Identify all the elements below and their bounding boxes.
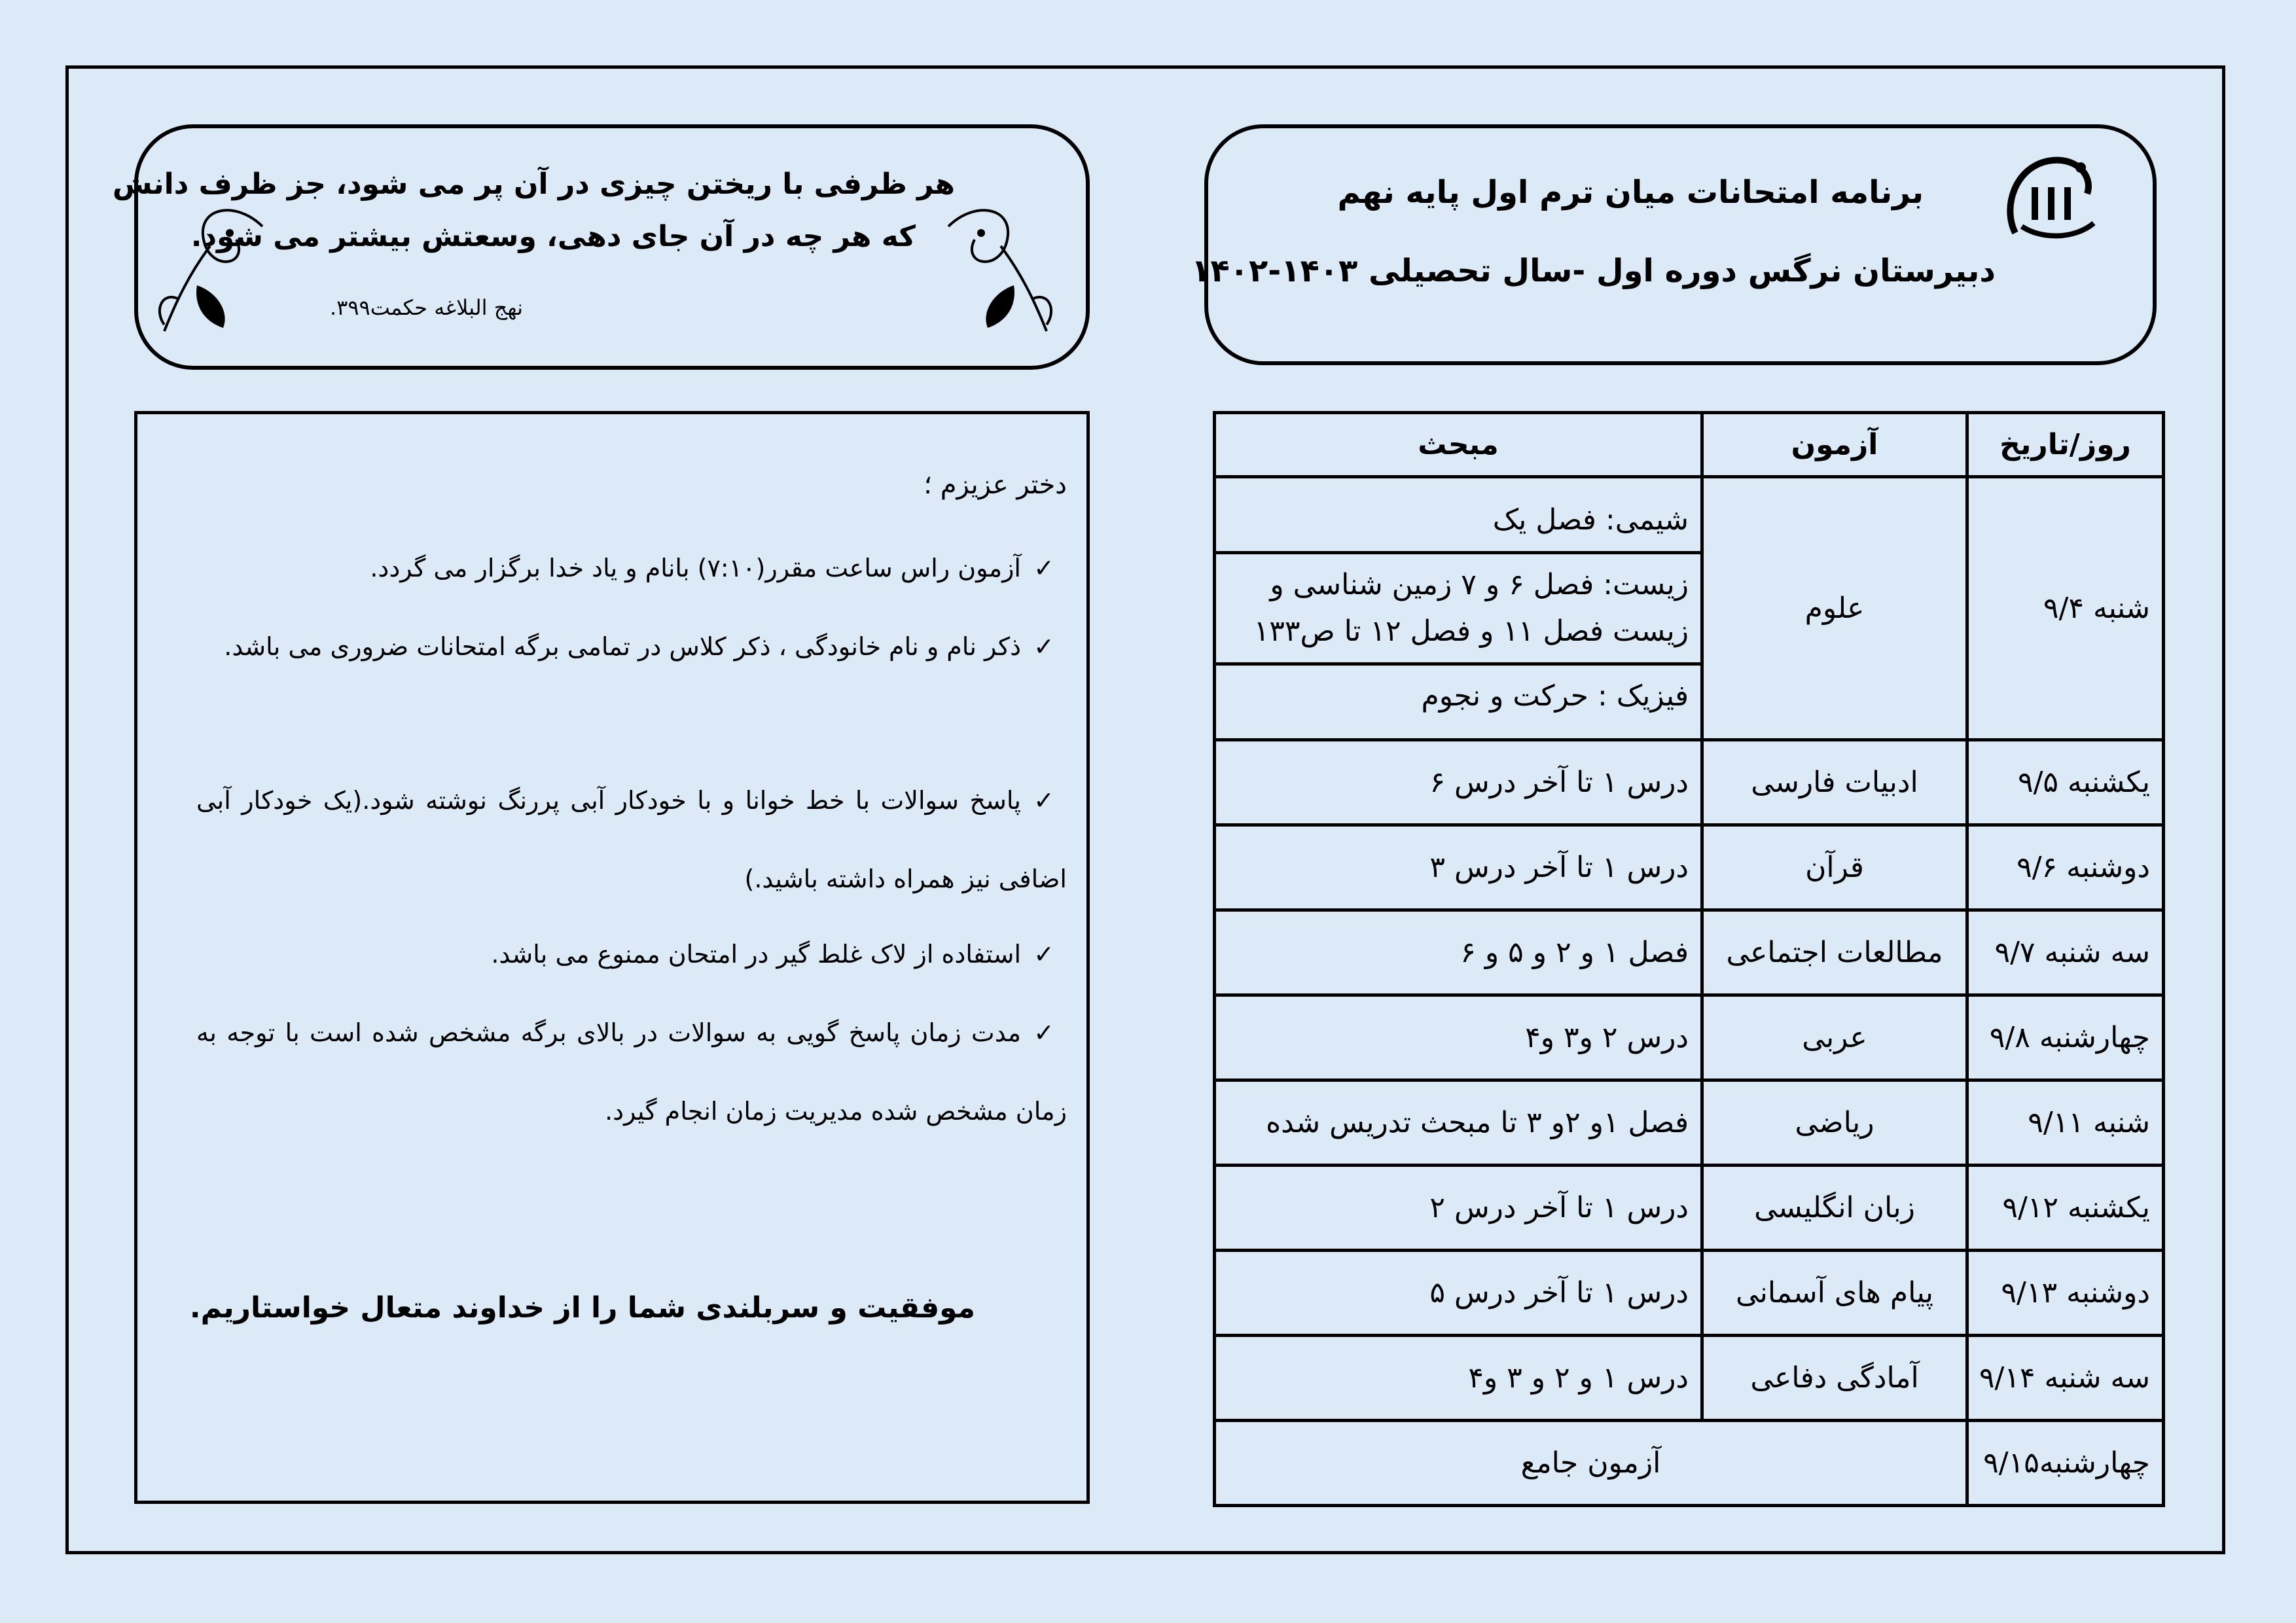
day-cell: دوشنبه ۹/۶	[1967, 825, 2164, 910]
day-cell: سه شنبه ۹/۱۴	[1967, 1336, 2164, 1421]
day-cell: سه شنبه ۹/۷	[1967, 910, 2164, 995]
instruction-item	[196, 993, 1067, 1150]
final-exam-cell: آزمون جامع	[1215, 1421, 1967, 1506]
instruction-item	[196, 607, 1067, 686]
exam-cell: ریاضی	[1702, 1080, 1967, 1166]
table-row	[1215, 740, 2164, 825]
instructions-box	[134, 411, 1090, 1504]
quote-box	[112, 124, 1090, 370]
quote-line-2: که هر چه در آن جای دهی، وسعتش بیشتر می شود.	[190, 220, 916, 253]
table-header-row	[1215, 413, 2164, 477]
day-cell: دوشنبه ۹/۱۳	[1967, 1251, 2164, 1336]
topic-cell: درس ۲ و۳ و۴	[1215, 995, 1702, 1080]
topic-cell: فصل ۱ و ۲ و ۵ و ۶	[1215, 910, 1702, 995]
checkmark-icon: ✓	[1033, 554, 1054, 582]
instruction-text: استفاده از لاک غلط گیر در امتحان ممنوع می باشد.	[491, 940, 1021, 969]
instruction-text: ذکر نام و نام خانودگی ، ذکر کلاس در تمامی برگه امتحانات ضروری می باشد.	[224, 632, 1021, 661]
exam-cell: عربی	[1702, 995, 1967, 1080]
table-row	[1215, 825, 2164, 910]
floral-ornament-icon	[151, 187, 276, 338]
day-cell: یکشنبه ۹/۵	[1967, 740, 2164, 825]
instruction-item	[196, 915, 1067, 993]
exam-cell: آمادگی دفاعی	[1702, 1336, 1967, 1421]
table-row-final	[1215, 1421, 2164, 1506]
checkmark-icon: ✓	[1033, 632, 1054, 661]
greeting: دختر عزیزم ؛	[924, 470, 1067, 500]
day-cell: چهارشنبه ۹/۸	[1967, 995, 2164, 1080]
title-box	[1191, 124, 2157, 365]
topic-cell: درس ۱ تا آخر درس ۵	[1215, 1251, 1702, 1336]
topic-cell: فصل ۱و ۲و ۳ تا مبحث تدریس شده	[1215, 1080, 1702, 1166]
instruction-item	[196, 529, 1067, 607]
day-cell: چهارشنبه۹/۱۵	[1967, 1421, 2164, 1506]
exam-cell: قرآن	[1702, 825, 1967, 910]
topic-cell: درس ۱ تا آخر درس ۳	[1215, 825, 1702, 910]
table-row	[1215, 477, 2164, 740]
exam-cell: مطالعات اجتماعی	[1702, 910, 1967, 995]
header-exam: آزمون	[1702, 413, 1967, 477]
table-row	[1215, 1336, 2164, 1421]
exam-title: برنامه امتحانات میان ترم اول پایه نهم	[1337, 174, 1924, 211]
floral-ornament-icon	[935, 187, 1060, 338]
day-cell: یکشنبه ۹/۱۲	[1967, 1166, 2164, 1251]
table-row	[1215, 1166, 2164, 1251]
checkmark-icon: ✓	[1033, 1018, 1054, 1047]
topic-cell: درس ۱ تا آخر درس ۲	[1215, 1166, 1702, 1251]
topic-cell: درس ۱ و ۲ و ۳ و۴	[1215, 1336, 1702, 1421]
topic-line: زیست: فصل ۶ و ۷ زمین شناسی و زیست فصل ۱۱ و فصل ۱۲ تا ص۱۳۳	[1216, 551, 1700, 662]
instruction-item	[196, 761, 1067, 918]
checkmark-icon: ✓	[1033, 940, 1054, 969]
exam-cell: زبان انگلیسی	[1702, 1166, 1967, 1251]
table-row	[1215, 1080, 2164, 1166]
exam-cell: ادبیات فارسی	[1702, 740, 1967, 825]
quote-line-1: هر ظرفی با ریختن چیزی در آن پر می شود، جز ظرف دانش	[112, 168, 955, 201]
school-logo-icon	[1996, 141, 2113, 253]
instruction-text: پاسخ سوالات با خط خوانا و با خودکار آبی پررنگ نوشته شود.(یک خودکار آبی اضافی نیز همراه داشته باشید.)	[196, 786, 1067, 893]
header-day: روز/تاریخ	[1967, 413, 2164, 477]
exam-cell: پیام های آسمانی	[1702, 1251, 1967, 1336]
instruction-text: آزمون راس ساعت مقرر(۷:۱۰) بانام و یاد خدا برگزار می گردد.	[370, 554, 1021, 582]
checkmark-icon: ✓	[1033, 786, 1054, 815]
topic-cell: درس ۱ تا آخر درس ۶	[1215, 740, 1702, 825]
topic-cell	[1215, 477, 1702, 740]
table-row	[1215, 1251, 2164, 1336]
day-cell: شنبه ۹/۴	[1967, 477, 2164, 740]
header-topic: مبحث	[1215, 413, 1702, 477]
exam-cell: علوم	[1702, 477, 1967, 740]
school-year-line: دبیرستان نرگس دوره اول -سال تحصیلی ۱۴۰۳-۱۴۰۲	[1191, 253, 1996, 289]
table-row	[1215, 995, 2164, 1080]
table-row	[1215, 910, 2164, 995]
day-cell: شنبه ۹/۱۱	[1967, 1080, 2164, 1166]
exam-schedule-table	[1213, 411, 2165, 1507]
closing-message: موفقیت و سربلندی شما را از خداوند متعال خواستاریم.	[189, 1291, 975, 1325]
quote-source: نهج البلاغه حکمت۳۹۹.	[329, 295, 523, 320]
topic-line: شیمی: فصل یک	[1492, 503, 1689, 537]
instruction-text: مدت زمان پاسخ گویی به سوالات در بالای برگه مشخص شده است با توجه به زمان مشخص شده مدیریت زمان انجام گیرد.	[196, 1018, 1067, 1126]
topic-line: فیزیک : حرکت و نجوم	[1216, 662, 1700, 727]
